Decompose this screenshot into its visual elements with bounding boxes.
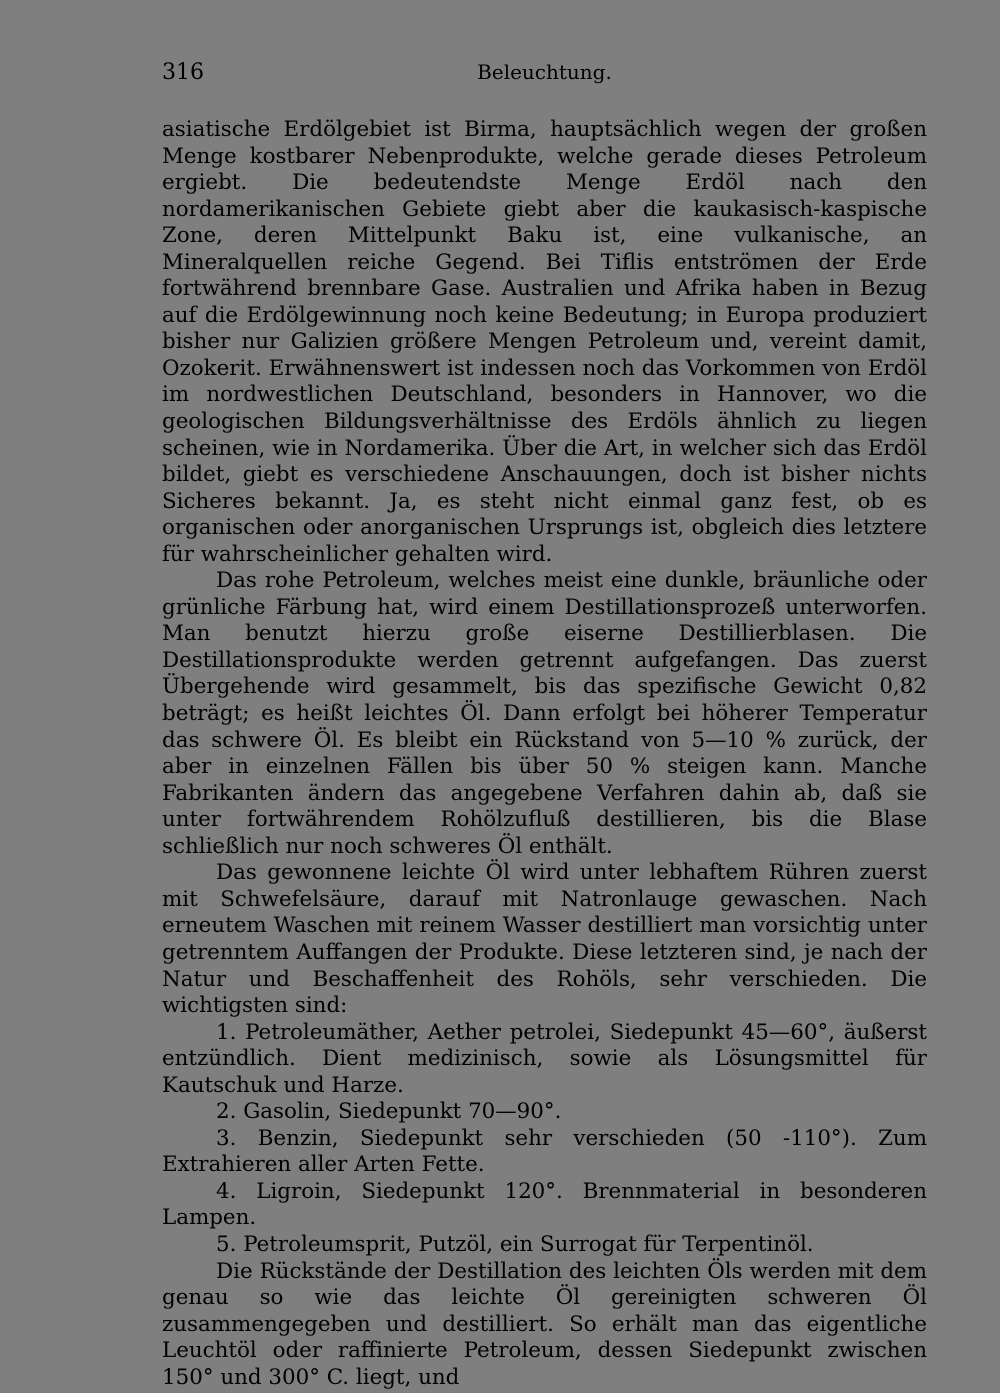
list-item-1: 1. Petroleumäther, Aether petrolei, Siedepunkt 45—60°, äußerst entzündlich. Dient medizinisch, sowie als Lösungsmittel für Kautschuk und Harze. xyxy=(162,1019,927,1098)
body-text xyxy=(162,117,927,1391)
running-head: Beleuchtung. xyxy=(477,60,612,84)
page-header xyxy=(162,60,927,90)
paragraph-2: Das rohe Petroleum, welches meist eine dunkle, bräunliche oder grünliche Färbung hat, wird einem Destillationsprozeß unterworfen. Man benutzt hierzu große eiserne Destillierblasen. Die Destillationsprodukte werden getrennt aufgefangen. Das zuerst Übergehende wird gesammelt, bis das spezifische Gewicht 0,82 beträgt; es heißt leichtes Öl. Dann erfolgt bei höherer Temperatur das schwere Öl. Es bleibt ein Rückstand von 5—10 % zurück, der aber in einzelnen Fällen bis über 50 % steigen kann. Manche Fabrikanten ändern das angegebene Verfahren dahin ab, daß sie unter fortwährendem Rohölzufluß destillieren, bis die Blase schließlich nur noch schweres Öl enthält. xyxy=(162,568,927,859)
paragraph-1: asiatische Erdölgebiet ist Birma, hauptsächlich wegen der großen Menge kostbarer Nebenprodukte, welche gerade dieses Petroleum ergiebt. Die bedeutendste Menge Erdöl nach den nordamerikanischen Gebiete giebt aber die kaukasisch-kaspische Zone, deren Mittelpunkt Baku ist, eine vulkanische, an Mineralquellen reiche Gegend. Bei Tiflis entströmen der Erde fortwährend brennbare Gase. Australien und Afrika haben in Bezug auf die Erdölgewinnung noch keine Bedeutung; in Europa produziert bisher nur Galizien größere Mengen Petroleum und, vereint damit, Ozokerit. Erwähnenswert ist indessen noch das Vorkommen von Erdöl im nordwestlichen Deutschland, besonders in Hannover, wo die geologischen Bildungsverhältnisse des Erdöls ähnlich zu liegen scheinen, wie in Nordamerika. Über die Art, in welcher sich das Erdöl bildet, giebt es verschiedene Anschauungen, doch ist bisher nichts Sicheres bekannt. Ja, es steht nicht einmal ganz fest, ob es organischen oder anorganischen Ursprungs ist, obgleich dies letztere für wahrscheinlicher gehalten wird. xyxy=(162,117,927,567)
list-item-3: 3. Benzin, Siedepunkt sehr verschieden (50 -110°). Zum Extrahieren aller Arten Fette. xyxy=(162,1125,927,1178)
list-item-2: 2. Gasolin, Siedepunkt 70—90°. xyxy=(216,1099,562,1125)
list-item-5: 5. Petroleumsprit, Putzöl, ein Surrogat für Terpentinöl. xyxy=(216,1231,814,1257)
page-number: 316 xyxy=(162,60,204,85)
list-item-4: 4. Ligroin, Siedepunkt 120°. Brennmaterial in besonderen Lampen. xyxy=(162,1178,927,1231)
paragraph-4: Die Rückstände der Destillation des leichten Öls werden mit dem genau so wie das leichte Öl gereinigten schweren Öl zusammengegeben und destilliert. So erhält man das eigentliche Leuchtöl oder raffinierte Petroleum, dessen Siedepunkt zwischen 150° und 300° C. liegt, und xyxy=(162,1258,927,1390)
paragraph-3: Das gewonnene leichte Öl wird unter lebhaftem Rühren zuerst mit Schwefelsäure, darauf mit Natronlauge gewaschen. Nach erneutem Waschen mit reinem Wasser destilliert man vorsichtig unter getrenntem Auffangen der Produkte. Diese letzteren sind, je nach der Natur und Beschaffenheit des Rohöls, sehr verschieden. Die wichtigsten sind: xyxy=(162,860,927,1019)
